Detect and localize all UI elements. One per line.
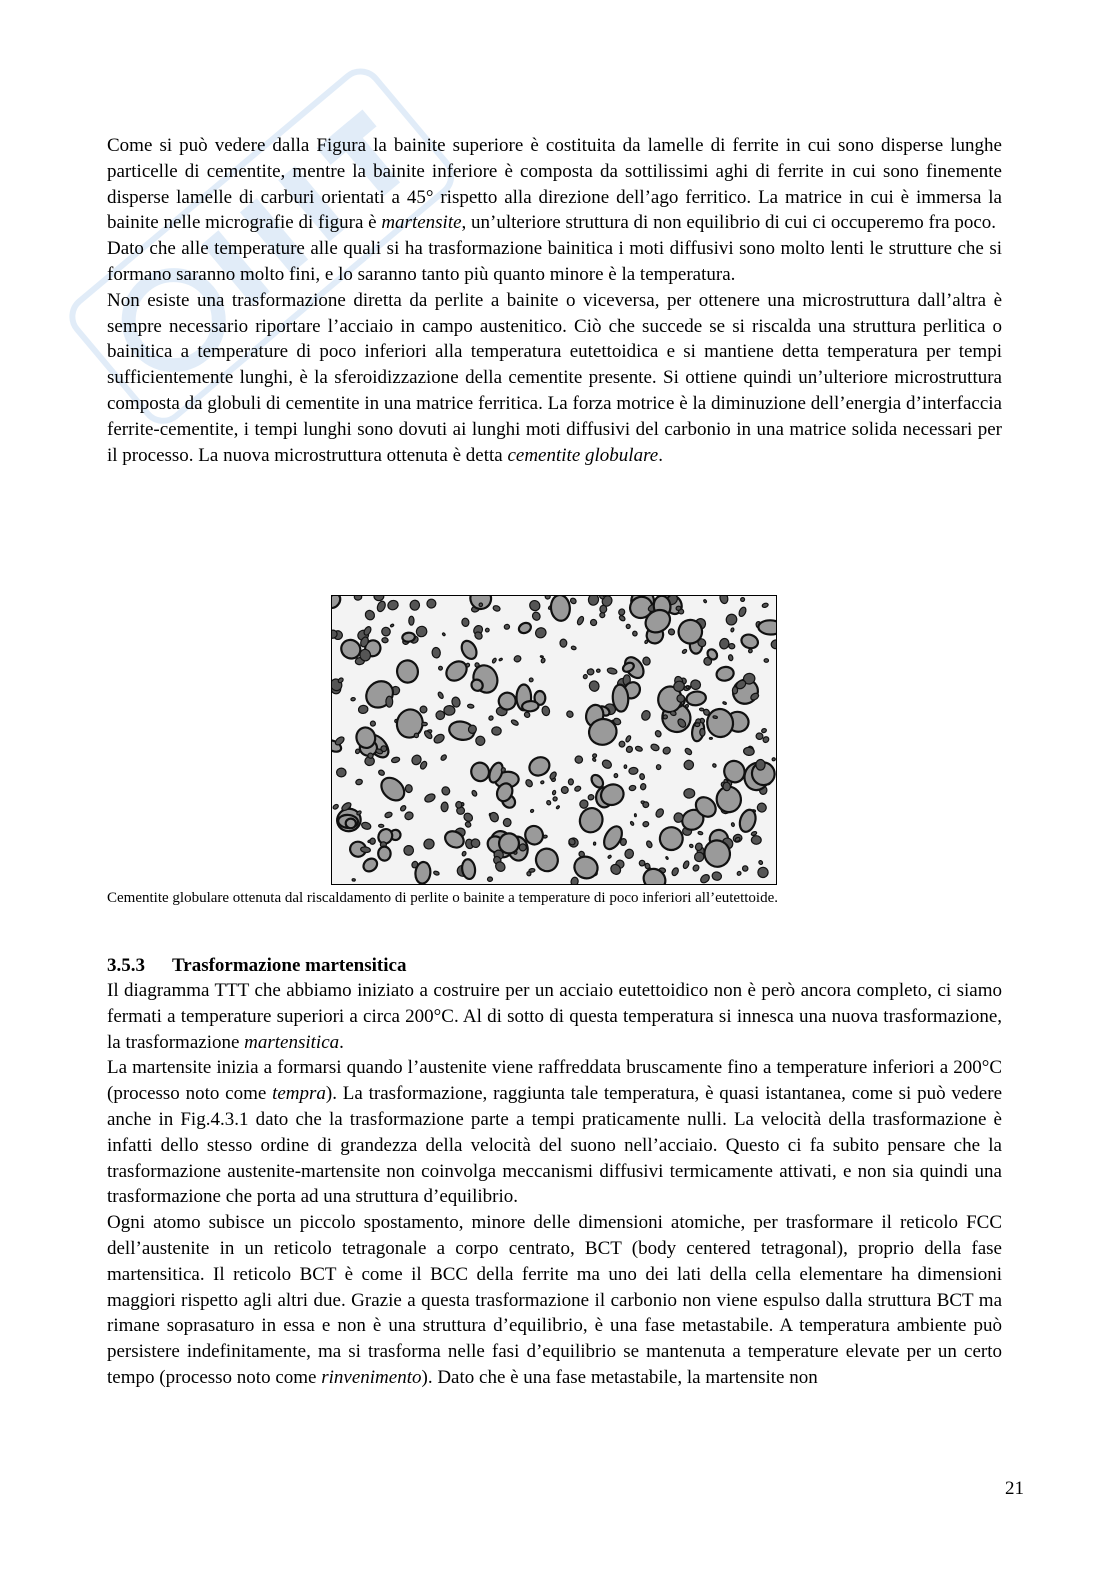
globule <box>607 667 618 675</box>
globule <box>438 666 442 670</box>
globule <box>432 647 441 658</box>
globule <box>761 728 767 733</box>
globule <box>361 821 372 830</box>
globule <box>728 654 733 661</box>
globule <box>682 759 695 772</box>
globule <box>380 626 391 637</box>
globule <box>549 771 558 780</box>
globule <box>741 865 749 873</box>
globule <box>620 838 627 846</box>
globule <box>525 778 534 788</box>
globule <box>593 842 595 845</box>
globule <box>703 599 707 603</box>
globule <box>437 691 444 699</box>
globule <box>465 663 470 668</box>
globule <box>355 779 363 786</box>
globule <box>662 746 672 756</box>
globule <box>358 705 369 715</box>
globule <box>600 605 607 613</box>
globule <box>695 723 700 727</box>
globule <box>644 640 648 644</box>
globule <box>503 818 512 827</box>
globule <box>546 800 551 806</box>
globule <box>686 690 707 706</box>
globule <box>738 606 748 617</box>
globule <box>756 732 764 739</box>
globule <box>386 696 393 707</box>
globule <box>756 760 765 771</box>
globule <box>646 840 654 848</box>
globule <box>369 838 376 845</box>
globule <box>462 851 467 857</box>
globule <box>612 684 629 712</box>
globule <box>713 716 718 719</box>
globule <box>600 823 625 852</box>
globule <box>384 811 393 818</box>
globule <box>587 794 594 801</box>
globule <box>639 865 669 884</box>
globule <box>576 615 585 625</box>
globule <box>441 802 449 812</box>
globule <box>346 818 357 828</box>
globule <box>629 785 637 792</box>
globule <box>433 870 439 875</box>
globule <box>650 743 660 752</box>
globule <box>487 877 492 882</box>
globule <box>732 687 737 694</box>
globule <box>545 596 550 599</box>
paragraph-tempra: La martensite inizia a formarsi quando l’austenite viene raffreddata bruscamente fino a temperature inferiori a 200°C (processo noto come tempra). La trasformazione, raggiunta tale temperatura, è quasi istantanea, come si può vedere anche in Fig.4.3.1 dato che la trasformazione parte a tempi praticamente nulli. La velocità della trasformazione è infatti dello stesso ordine di grandezza della velocità del suono nell’acciaio. Questo ci fa subito pensare che la trasformazione austenite-martensite non coinvolga meccanismi diffusivi termicamente attivati, e non sia quindi una trasformazione che porta ad una struttura d’equilibrio. <box>107 1057 1003 1208</box>
globule <box>630 821 635 826</box>
globule <box>352 879 355 882</box>
globule <box>531 611 541 622</box>
globule <box>409 616 414 625</box>
globule <box>740 632 760 650</box>
globule <box>601 758 613 769</box>
globule <box>433 733 446 745</box>
globule <box>684 747 693 756</box>
globule <box>332 804 339 811</box>
globule <box>474 734 487 747</box>
globule <box>568 779 573 785</box>
globule <box>770 639 776 651</box>
globule <box>674 812 684 822</box>
paragraph-spheroidization: Non esiste una trasformazione diretta da perlite a bainite o viceversa, per ottenere una microstruttura dall’altra è sempre necessario riportare l’acciaio in campo austenitico. Ciò che succede se si riscalda una struttura perlitica o bainitica a temperature di poco inferiori alla temperatura eutettoidica e si mantiene detta temperatura per tempi sufficientemente lunghi, è la sferoidizzazione della cementite presente. Si ottiene quindi un’ulteriore microstruttura composta da globuli di cementite in una matrice ferritica. La forza motrice è la diminuzione dell’energia d’interfaccia ferrite-cementite, i tempi lunghi sono dovuti ai lunghi moti diffusivi del carbonio in una matrice solida necessari per il processo. La nuova microstruttura ottenuta è detta cementite globulare. <box>107 289 1002 466</box>
globule <box>608 855 612 859</box>
globule <box>378 846 391 860</box>
globule <box>654 730 662 738</box>
globule <box>592 753 597 758</box>
globule <box>369 720 376 727</box>
globule <box>540 656 543 658</box>
globule <box>552 796 558 802</box>
globule <box>614 773 618 778</box>
globule <box>387 599 400 611</box>
globule <box>405 784 413 793</box>
page-number: 21 <box>1005 1478 1024 1499</box>
globule <box>529 868 535 872</box>
globule <box>712 763 717 768</box>
globule <box>642 801 649 807</box>
globule <box>723 701 727 704</box>
globule <box>574 785 582 792</box>
micrograph-image <box>331 595 777 885</box>
section-number: 3.5.3 <box>107 955 145 976</box>
globule <box>402 632 415 642</box>
globule <box>654 807 665 818</box>
globule <box>667 628 675 636</box>
globule <box>471 790 478 797</box>
globule <box>639 773 645 780</box>
globule <box>377 773 409 805</box>
globule <box>499 658 503 661</box>
globule <box>540 780 544 784</box>
globule <box>751 836 761 845</box>
section-title: Trasformazione martensitica <box>172 955 407 976</box>
globule <box>395 659 419 684</box>
globule <box>624 848 635 860</box>
globule <box>571 646 577 651</box>
globule <box>488 715 494 721</box>
globule <box>379 824 384 827</box>
globule <box>632 631 637 637</box>
body-text <box>107 978 1002 1391</box>
globule <box>772 757 776 761</box>
paragraph-ttt: Il diagramma TTT che abbiamo iniziato a costruire per un acciaio eutettoidico non è però ancora completo, ci siamo fermati a temperature superiori a circa 200°C. Al di sotto di questa temperatura si innesca una nuova trasformazione, la trasformazione martensitica. <box>107 980 1002 1053</box>
globule <box>730 628 734 633</box>
globule <box>629 767 639 775</box>
globule <box>709 737 712 739</box>
globule <box>624 765 627 769</box>
globule <box>464 821 471 828</box>
globule <box>337 677 344 684</box>
globule <box>748 648 753 653</box>
globule <box>665 856 668 859</box>
globule <box>492 727 501 735</box>
globule <box>334 735 346 746</box>
paragraph-bct: Ogni atomo subisce un piccolo spostamento, minore delle dimensioni atomiche, per trasformare il reticolo FCC dell’austenite in un reticolo tetragonale a corpo centrato, BCT (body centered tetragonal), proprio della fase martensitica. Il reticolo BCT è come il BCC della ferrite ma uno dei lati della cella elementare ha dimensioni maggiori rispetto agli altri due. Grazie a questa trasformazione il carbonio non viene espulso dalla struttura BCT ma rimane soprasaturo in essa e non è una struttura d’equilibrio, è una fase metastabile. A temperatura ambiente può persistere indefinitamente, ma si trasforma nelle fasi d’equilibrio se mantenuta a temperature elevate per un certo tempo (processo noto come rinvenimento). Dato che è una fase metastabile, la martensite non <box>107 1212 1002 1388</box>
globule <box>715 665 735 682</box>
globule <box>402 844 415 857</box>
globule <box>492 605 500 612</box>
globule <box>676 606 681 611</box>
globule <box>534 626 548 640</box>
globule <box>689 844 694 849</box>
globule <box>419 705 428 714</box>
globule <box>422 722 428 725</box>
globule <box>756 865 770 879</box>
globule <box>731 822 735 826</box>
globule <box>556 805 560 809</box>
globule <box>528 598 542 612</box>
globule <box>699 708 704 711</box>
globule <box>689 679 701 691</box>
figure-caption: Cementite globulare ottenuta dal riscaldamento di perlite o bainite a temperature di poco inferiori all’eutettoide. <box>107 890 779 906</box>
globule <box>363 625 373 636</box>
micrograph-globules <box>332 596 776 884</box>
globule <box>479 603 483 608</box>
globule <box>541 706 550 717</box>
globule <box>337 768 347 777</box>
globule <box>642 821 649 827</box>
globule <box>354 596 362 600</box>
globule <box>588 680 600 693</box>
globule <box>728 643 735 649</box>
globule <box>699 873 711 884</box>
globule <box>634 814 636 817</box>
globule <box>740 597 746 602</box>
globule <box>587 669 594 676</box>
intro-text <box>107 133 1002 468</box>
globule <box>541 658 546 664</box>
globule <box>684 789 695 799</box>
globule <box>492 658 497 664</box>
globule <box>758 860 763 865</box>
globule <box>711 871 722 881</box>
globule <box>640 709 651 721</box>
globule <box>441 786 451 797</box>
globule <box>332 596 343 610</box>
globule <box>440 754 447 762</box>
globule <box>635 745 643 752</box>
globule <box>374 596 384 601</box>
globule <box>719 638 730 650</box>
globule <box>360 846 370 853</box>
globule <box>400 805 407 812</box>
globule <box>743 747 754 756</box>
globule <box>577 805 606 835</box>
globule <box>574 755 583 764</box>
globule <box>426 598 437 609</box>
globule <box>459 638 480 661</box>
globule <box>504 624 510 629</box>
globule <box>640 783 647 790</box>
globule <box>570 877 579 884</box>
globule <box>522 701 539 712</box>
globule <box>517 621 532 635</box>
globule <box>625 745 633 753</box>
globule <box>618 740 626 748</box>
globule <box>390 624 394 628</box>
globule <box>550 596 571 622</box>
globule <box>364 609 377 622</box>
globule <box>404 811 415 822</box>
globule <box>351 697 356 701</box>
globule <box>560 785 569 794</box>
globule <box>663 714 668 719</box>
globule <box>724 612 739 627</box>
globule <box>467 704 474 709</box>
globule <box>443 657 471 684</box>
globule <box>499 833 519 854</box>
globule <box>560 639 567 647</box>
globule <box>626 624 630 629</box>
globule <box>455 801 462 808</box>
globule <box>513 655 522 663</box>
globule <box>587 596 599 606</box>
globule <box>391 756 400 763</box>
globule <box>529 677 534 682</box>
globule <box>569 597 577 605</box>
globule <box>565 710 574 719</box>
globule <box>700 728 706 736</box>
globule <box>596 669 600 672</box>
globule <box>485 628 490 633</box>
globule <box>376 600 387 613</box>
globule <box>692 864 700 872</box>
globule <box>533 846 560 874</box>
globule <box>682 649 688 655</box>
globule <box>422 837 436 850</box>
globule <box>583 674 588 679</box>
globule <box>423 792 436 803</box>
globule <box>552 790 556 795</box>
globule <box>526 754 553 779</box>
globule <box>414 733 419 738</box>
globule <box>656 823 687 854</box>
globule <box>378 769 386 776</box>
globule <box>442 632 446 636</box>
paragraph-diffusion: Dato che alle temperature alle quali si ha trasformazione bainitica i moti diffusivi sono molto lenti le strutture che si formano saranno molto fini, e lo saranno tanto più quanto minore è la temperatura. <box>107 238 1002 285</box>
globule <box>444 705 455 715</box>
globule <box>756 801 768 813</box>
globule <box>361 856 380 874</box>
globule <box>625 735 632 743</box>
globule <box>656 765 661 770</box>
globule <box>355 748 361 754</box>
globule <box>642 656 651 666</box>
globule <box>758 620 776 635</box>
globule <box>762 602 769 608</box>
paragraph-bainite: Come si può vedere dalla Figura la bainite superiore è costituita da lamelle di ferrite in cui sono disperse lunghe particelle di cementite, mentre la bainite inferiore è composta da sottilissimi aghi di ferrite in cui sono finemente disperse lamelle di carburi orientati a 45° rispetto alla direzione dell’ago ferritico. La matrice in cui è immersa la bainite nelle micrografie di figura è martensite, un’ulteriore struttura di non equilibrio di cui ci occuperemo fra poco. <box>107 135 1002 234</box>
globule <box>410 600 420 611</box>
globule <box>719 596 729 604</box>
globule <box>530 809 534 813</box>
section-heading <box>107 953 406 978</box>
globule <box>671 867 680 877</box>
globule <box>723 782 731 791</box>
globule <box>618 608 626 616</box>
globule <box>382 637 389 643</box>
globule <box>736 871 741 876</box>
globule <box>685 704 689 708</box>
globule <box>589 618 598 627</box>
globule <box>469 760 492 783</box>
globule <box>510 719 519 727</box>
globule <box>461 618 469 627</box>
globule <box>764 659 768 663</box>
globule <box>698 831 703 835</box>
globule <box>682 860 690 869</box>
